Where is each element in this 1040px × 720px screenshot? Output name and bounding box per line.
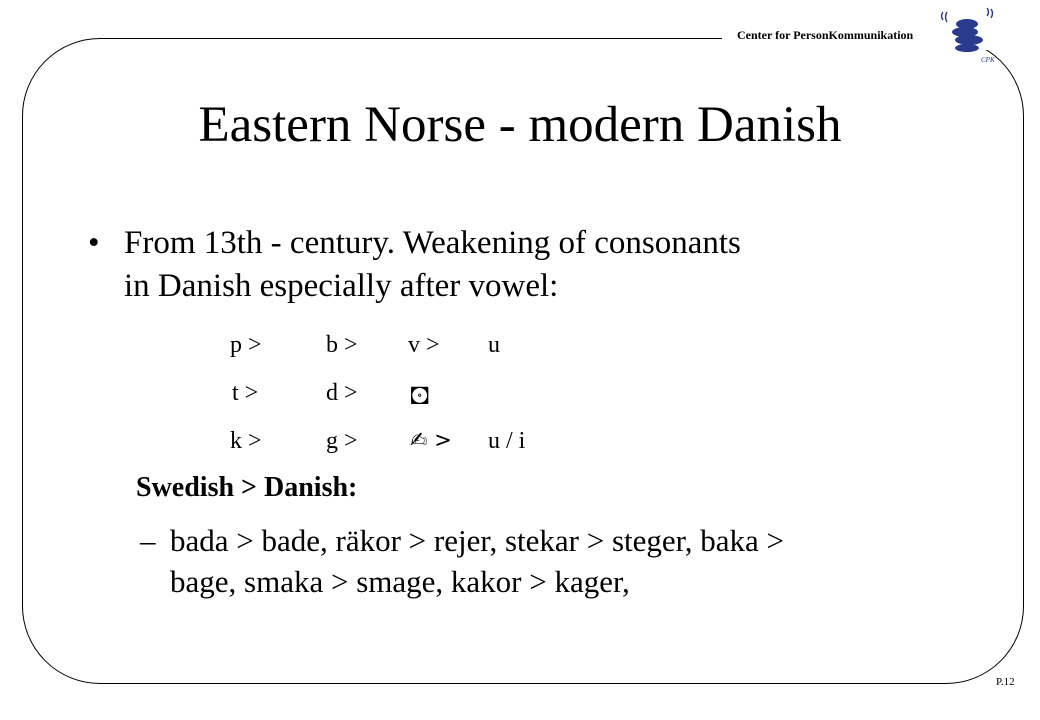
glyph-hand-icon: ✍ > xyxy=(410,428,452,452)
sound-cell: u xyxy=(488,332,500,358)
sound-cell: t > xyxy=(232,380,259,406)
page-number: P.12 xyxy=(996,676,1015,688)
example-text xyxy=(170,520,950,602)
slide-title: Eastern Norse - modern Danish xyxy=(198,97,842,153)
sound-cell: b > xyxy=(326,332,358,358)
sound-cell: d > xyxy=(326,380,358,406)
header-org-name: Center for PersonKommunikation xyxy=(737,28,914,42)
sound-cell: k > xyxy=(230,428,262,454)
bullet-line-2: in Danish especially after vowel: xyxy=(124,268,559,304)
bullet-marker: • xyxy=(88,225,100,261)
sound-cell: p > xyxy=(230,332,262,358)
bullet-line-1: From 13th - century. Weakening of consonants xyxy=(124,225,741,261)
glyph-symbol-icon: 🖸 xyxy=(410,384,430,408)
sound-cell: g > xyxy=(326,428,358,454)
logo-text: CPK xyxy=(981,56,995,64)
sound-cell: v > xyxy=(408,332,440,358)
example-line-1: bada > bade, räkor > rejer, stekar > steger, baka > xyxy=(170,523,784,558)
example-line-2: bage, smaka > smage, kakor > kager, xyxy=(170,564,630,599)
sub-heading: Swedish > Danish: xyxy=(136,472,358,503)
dash-marker: – xyxy=(140,523,156,558)
sound-cell: u / i xyxy=(488,428,526,454)
bullet-text xyxy=(124,222,924,308)
cpk-logo-icon xyxy=(937,6,999,66)
